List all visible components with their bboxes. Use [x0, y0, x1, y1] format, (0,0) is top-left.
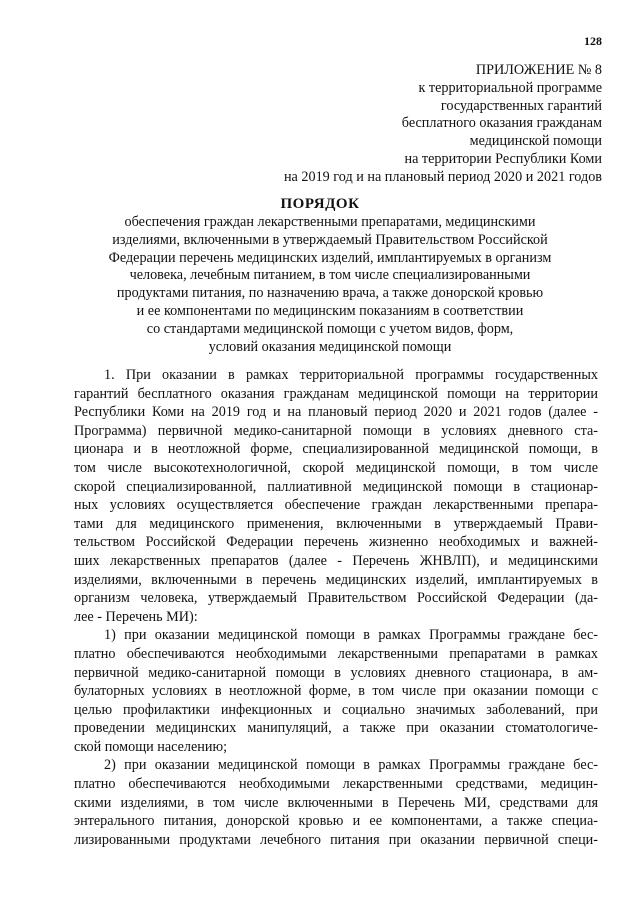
body-line: изделиями, включенными в перечень медицинских изделий, имплантируемых в — [74, 571, 598, 588]
subtitle-line: продуктами питания, по назначению врача, а также донорской кровью — [116, 285, 544, 302]
body-line: платно обеспечиваются необходимыми лекарственными средствами, медицин- — [74, 776, 598, 793]
body-line: энтерального питания, донорской кровью и ее компонентами, а также специа- — [74, 813, 598, 830]
body-line: проведении медицинских манипуляций, а также при оказании стоматологиче- — [74, 720, 598, 737]
appendix-line: медицинской помощи — [469, 133, 602, 150]
body-line: ных условиях осуществляется обеспечение граждан лекарственными препара- — [74, 497, 598, 514]
body-line: целью профилактики инфекционных и социально значимых заболеваний, при — [74, 701, 598, 718]
subtitle-line: условий оказания медицинской помощи — [208, 338, 452, 355]
body-line: скими изделиями, в том числе включенными в Перечень МИ, средствами для — [74, 794, 598, 811]
body-line: тами для медицинского применения, включенными в утверждаемый Прави- — [74, 515, 598, 532]
subtitle-line: Федерации перечень медицинских изделий, имплантируемых в организм — [108, 249, 552, 266]
appendix-header — [182, 62, 602, 187]
body-line: ционара и в неотложной форме, специализированной медицинской помощи, в — [74, 441, 598, 458]
body-line: том числе высокотехнологичной, скорой медицинской помощи, в том числе — [74, 459, 598, 476]
subtitle-line: со стандартами медицинской помощи с учетом видов, форм, — [146, 320, 514, 337]
subtitle-line: человека, лечебным питанием, в том числе специализированными — [129, 267, 531, 284]
body-line: ших лекарственных препаратов (далее - Перечень ЖНВЛП), и медицинскими — [74, 552, 598, 569]
body-line: тельством Российской Федерации перечень жизненно необходимых и важней- — [74, 534, 598, 551]
body-text — [74, 366, 598, 849]
body-line: организм человека, утверждаемый Правительством Российской Федерации (да- — [74, 590, 598, 607]
page-number: 128 — [584, 34, 602, 48]
document-title: ПОРЯДОК — [280, 196, 360, 212]
body-line: Программа) первичной медико-санитарной помощи в условиях дневного ста- — [74, 422, 598, 439]
subtitle-line: и ее компонентами по медицинским показаниям в соответствии — [136, 302, 524, 319]
body-line: первичной медико-санитарной помощи в условиях дневного стационара, в ам- — [74, 664, 598, 681]
body-line: платно обеспечиваются необходимыми лекарственными препаратами в рамках — [74, 645, 598, 662]
appendix-line: государственных гарантий — [440, 97, 602, 114]
subtitle-line: обеспечения граждан лекарственными препаратами, медицинскими — [124, 214, 536, 230]
body-line: 2) при оказании медицинской помощи в рамках Программы граждане бес- — [104, 757, 598, 774]
body-line: гарантий бесплатного оказания гражданам медицинской помощи на территории — [74, 385, 598, 402]
appendix-line: ПРИЛОЖЕНИЕ № 8 — [475, 62, 602, 78]
appendix-line: бесплатного оказания гражданам — [401, 115, 602, 132]
document-subtitle — [60, 214, 600, 356]
appendix-line: на 2019 год и на плановый период 2020 и 2021 годов — [283, 168, 602, 185]
appendix-line: к территориальной программе — [418, 79, 602, 96]
body-line: скорой специализированной, паллиативной медицинской помощи в стационар- — [74, 478, 598, 495]
appendix-line: на территории Республики Коми — [404, 150, 602, 167]
body-line: булаторных условиях в неотложной форме, в том числе при оказании помощи с — [74, 683, 598, 700]
body-line: 1) при оказании медицинской помощи в рамках Программы граждане бес- — [104, 627, 598, 644]
body-line: ской помощи населению; — [74, 738, 228, 755]
body-line: Республики Коми на 2019 год и на плановый период 2020 и 2021 годов (далее - — [74, 404, 598, 421]
body-line: лизированными продуктами лечебного питания при оказании первичной специ- — [74, 831, 598, 848]
body-line: лее - Перечень МИ): — [74, 608, 198, 625]
body-line: 1. При оказании в рамках территориальной программы государственных — [104, 367, 598, 383]
subtitle-line: изделиями, включенными в утверждаемый Правительством Российской — [112, 231, 548, 248]
